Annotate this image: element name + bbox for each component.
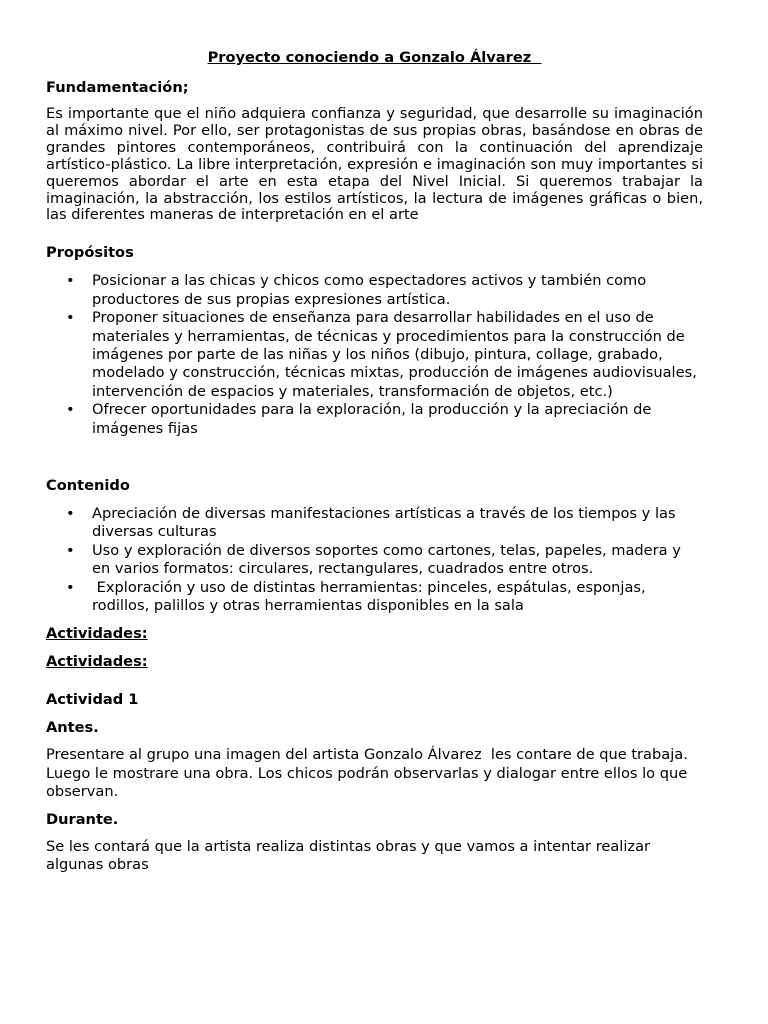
list-item-text: Apreciación de diversas manifestaciones artísticas a través de los tiempos y las diversas culturas — [92, 505, 676, 541]
document-page — [46, 48, 703, 874]
heading-fundamentacion: Fundamentación; — [46, 79, 189, 96]
heading-durante: Durante. — [46, 810, 119, 828]
heading-actividad-1: Actividad 1 — [46, 691, 139, 709]
list-item — [46, 505, 703, 542]
list-item-text: Posicionar a las chicas y chicos como espectadores activos y también como productores de sus propias expresiones artística. — [92, 272, 647, 308]
list-item — [46, 272, 703, 309]
bullet-icon: • — [66, 309, 75, 327]
heading-actividades: Actividades: — [46, 625, 148, 643]
list-item — [46, 542, 703, 579]
list-item-text: Ofrecer oportunidades para la exploración, la producción y la apreciación de imágenes fijas — [92, 401, 652, 437]
list-item — [46, 309, 703, 401]
heading-actividades-repeat: Actividades: — [46, 653, 148, 671]
heading-antes: Antes. — [46, 719, 99, 737]
paragraph-fundamentacion: Es importante que el niño adquiera confianza y seguridad, que desarrolle su imaginación al máximo nivel. Por ello, ser protagonistas de sus propias obras, basándose en obras de grandes pintores contemporáneos, contribuirá con la continuación del aprendizaje artístico-plástico. La libre interpretación, expresión e imaginación son muy importantes si queremos abordar el arte en esta etapa del Nivel Inicial. Si queremos trabajar la imaginación, la abstracción, los estilos artísticos, la lectura de imágenes gráficas o bien, las diferentes maneras de interpretación en el arte — [46, 105, 703, 224]
bullet-icon: • — [66, 578, 75, 596]
document-title: Proyecto conociendo a Gonzalo Álvarez — [207, 49, 542, 66]
bullet-icon: • — [66, 272, 75, 290]
list-item-text: Proponer situaciones de enseñanza para desarrollar habilidades en el uso de materiales y herramientas, de técnicas y procedimientos para la construcción de imágenes por parte de las niñas y los niños (dibujo, pintura, collage, grabado, modelado y construcción, técnicas mixtas, producción de imágenes audiovisuales, intervención de espacios y materiales, transformación de objetos, etc.) — [92, 309, 697, 400]
heading-propositos: Propósitos — [46, 244, 134, 262]
paragraph-durante: Se les contará que la artista realiza distintas obras y que vamos a intentar realizar algunas obras — [46, 837, 651, 874]
paragraph-antes: Presentare al grupo una imagen del artista Gonzalo Álvarez les contare de que trabaja. Luego le mostrare una obra. Los chicos podrán observarlas y dialogar entre ellos lo que observan. — [46, 746, 693, 801]
bullet-icon: • — [66, 401, 75, 419]
list-item — [46, 401, 703, 438]
list-item-text: Uso y exploración de diversos soportes como cartones, telas, papeles, madera y en varios formatos: circulares, rectangulares, cuadrados entre otros. — [92, 541, 681, 578]
bullet-icon: • — [66, 541, 75, 559]
list-item — [46, 579, 703, 616]
list-item-text: Exploración y uso de distintas herramientas: pinceles, espátulas, esponjas, rodillos, palillos y otras herramientas disponibles en la sala — [92, 578, 651, 615]
bullet-icon: • — [66, 505, 75, 522]
list-propositos — [46, 272, 703, 438]
heading-contenido: Contenido — [46, 477, 130, 494]
list-contenido — [46, 505, 703, 615]
